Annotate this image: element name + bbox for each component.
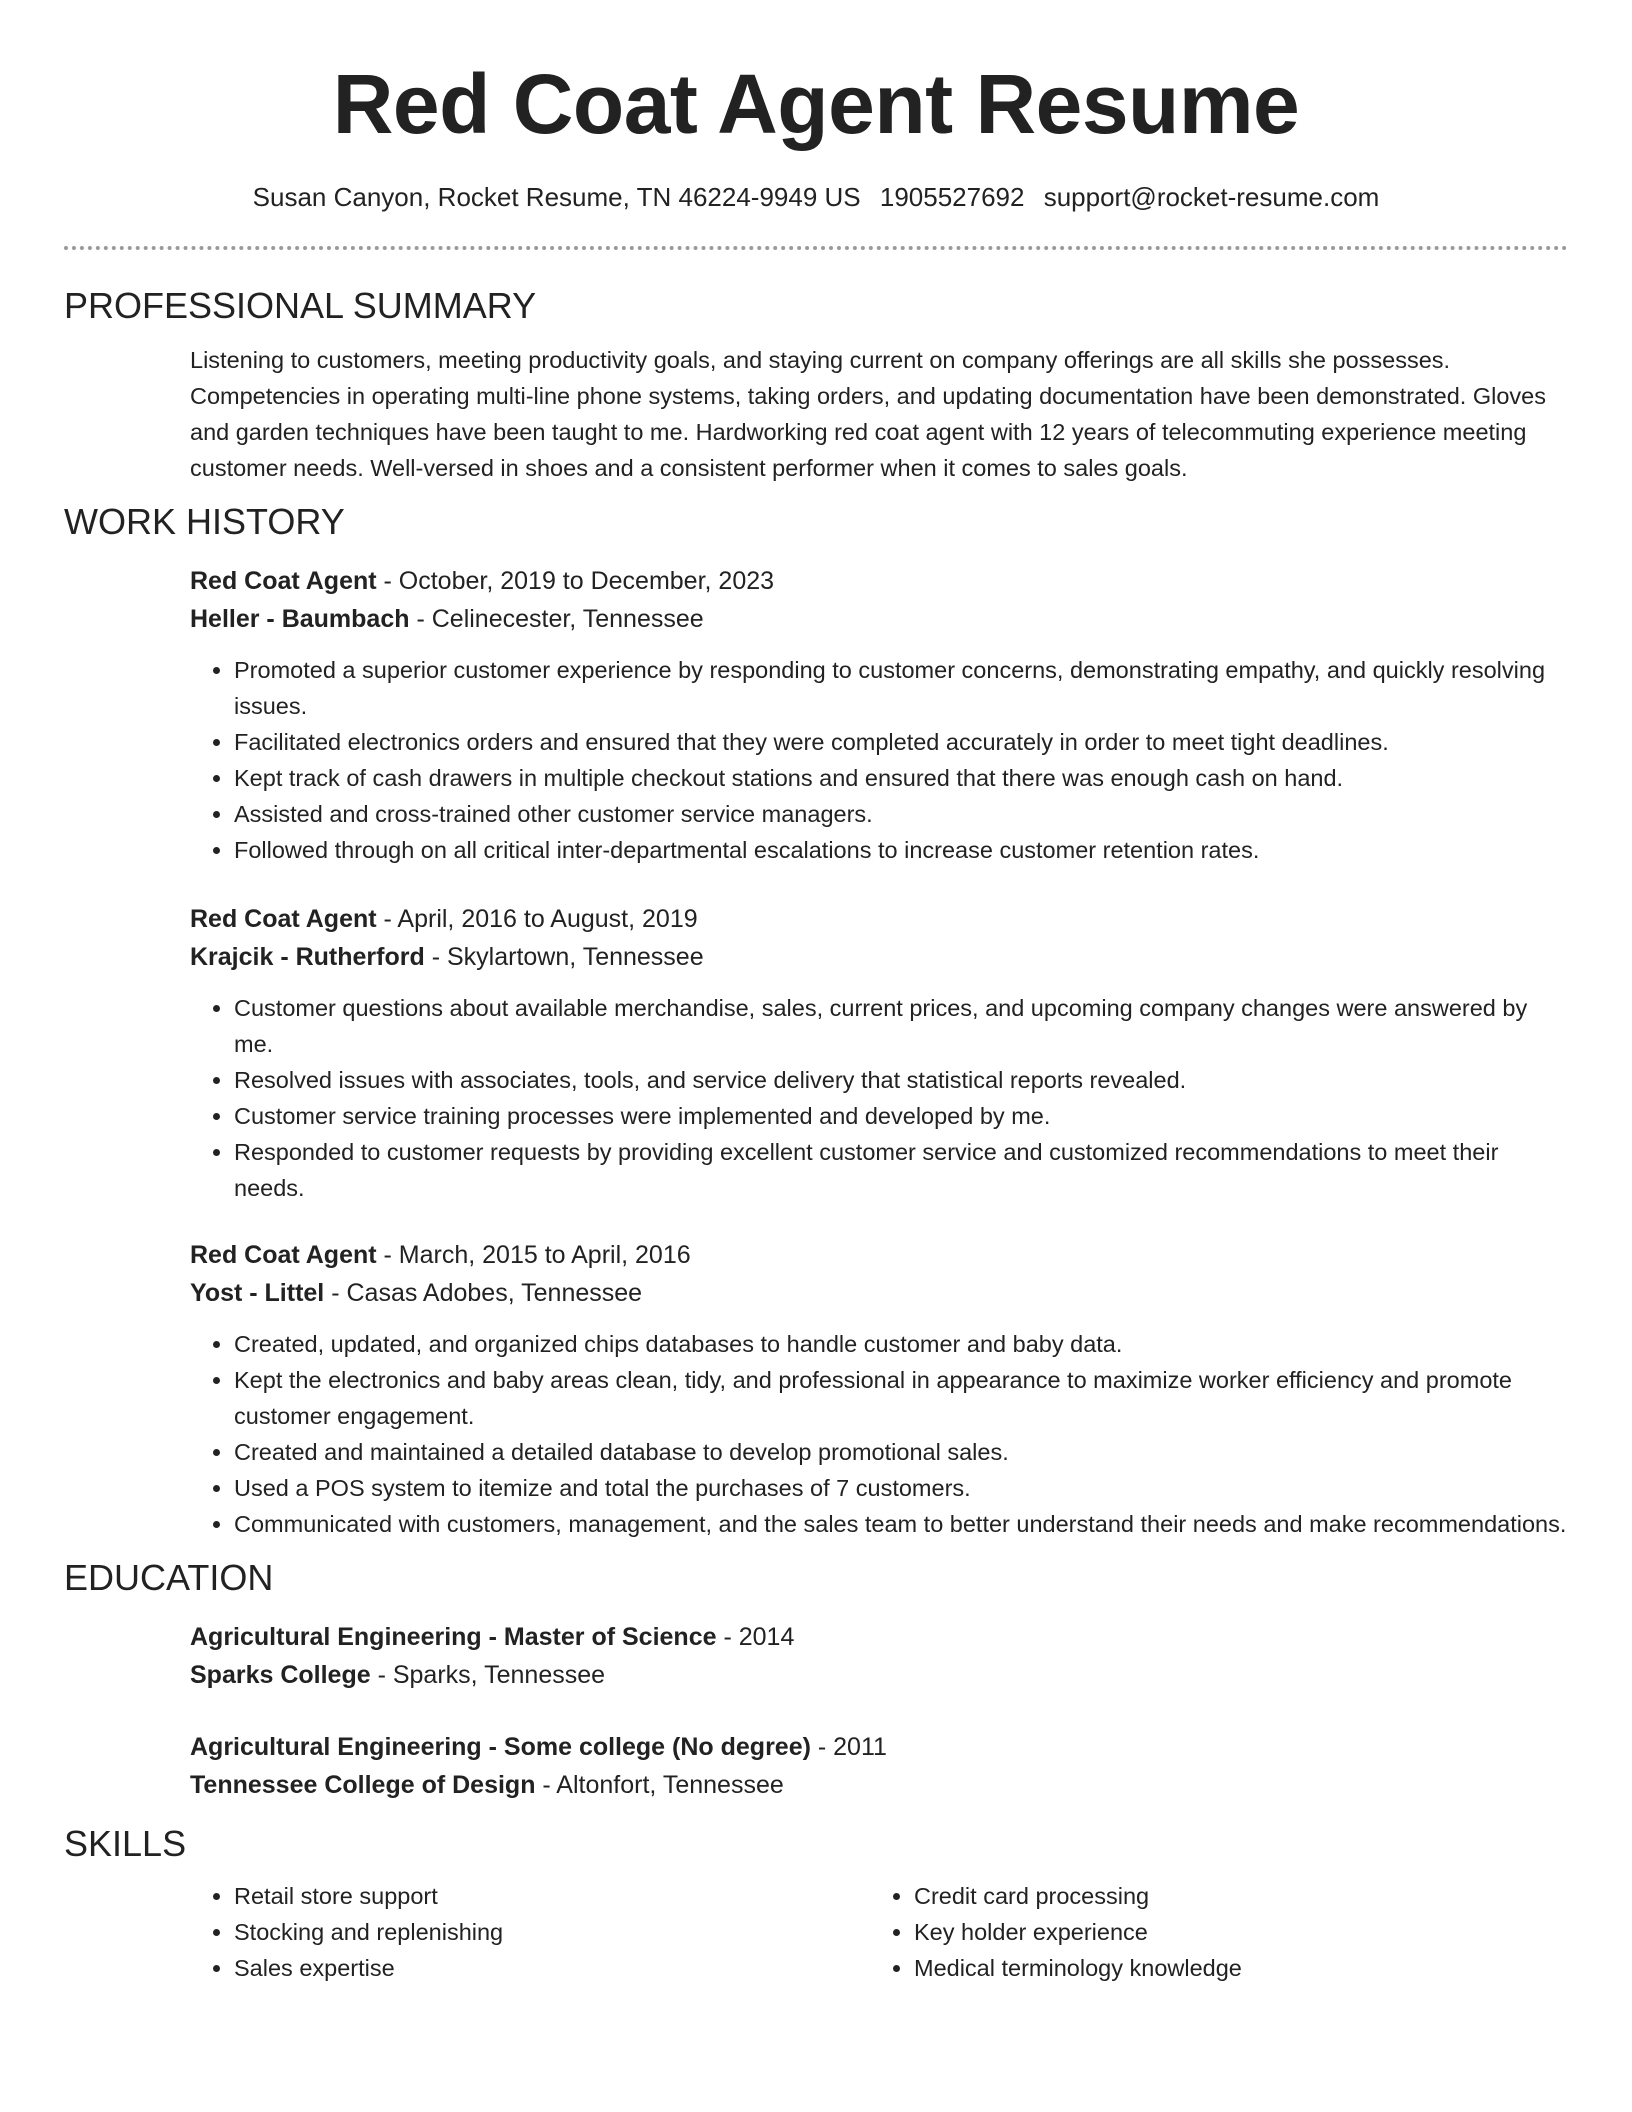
contact-line (64, 180, 1568, 214)
job-title: Red Coat Agent (190, 567, 377, 595)
job-dates: - October, 2019 to December, 2023 (376, 567, 775, 595)
section-title-education: EDUCATION (64, 1557, 274, 1598)
school-line (190, 1766, 1568, 1804)
job-entry (190, 1236, 1568, 1542)
job-bullets (190, 652, 1568, 868)
job-bullets (190, 1326, 1568, 1542)
education-section (64, 1556, 1568, 1804)
summary-section (64, 284, 1568, 486)
work-history-section (64, 500, 1568, 1542)
list-item: • Created and maintained a detailed database to develop promotional sales. (234, 1434, 1568, 1470)
job-company-line (190, 938, 1568, 976)
list-item: • Resolved issues with associates, tools, and service delivery that statistical reports revealed. (234, 1062, 1568, 1098)
list-item: • Kept track of cash drawers in multiple checkout stations and ensured that there was enough cash on hand. (234, 760, 1568, 796)
job-company: Heller - Baumbach (190, 605, 410, 633)
job-location: - Casas Adobes, Tennessee (324, 1279, 643, 1307)
skill-item: • Key holder experience (914, 1914, 1550, 1950)
skill-item: • Credit card processing (914, 1878, 1550, 1914)
skills-section (64, 1822, 1568, 1986)
skill-item: • Stocking and replenishing (234, 1914, 870, 1950)
list-item: • Responded to customer requests by providing excellent customer service and customized recommendations to meet their needs. (234, 1134, 1568, 1206)
school-name: Sparks College (190, 1661, 371, 1689)
header-divider (64, 246, 1568, 250)
education-entry (190, 1728, 1568, 1804)
job-title-line (190, 1236, 1568, 1274)
section-title-skills: SKILLS (64, 1823, 187, 1864)
school-location: - Sparks, Tennessee (370, 1661, 606, 1689)
job-entry (190, 900, 1568, 1206)
list-item: • Used a POS system to itemize and total the purchases of 7 customers. (234, 1470, 1568, 1506)
degree-year: - 2014 (716, 1623, 795, 1651)
job-location: - Skylartown, Tennessee (424, 943, 704, 971)
school-line (190, 1656, 1568, 1694)
contact-phone: 1905527692 (879, 182, 1025, 212)
job-company-line (190, 1274, 1568, 1312)
job-title: Red Coat Agent (190, 1241, 377, 1269)
job-company-line (190, 600, 1568, 638)
degree-name: Agricultural Engineering - Master of Science (190, 1623, 717, 1651)
job-title-line (190, 562, 1568, 600)
school-name: Tennessee College of Design (190, 1771, 536, 1799)
skill-item: • Sales expertise (234, 1950, 870, 1986)
contact-address: Susan Canyon, Rocket Resume, TN 46224-9949 US (252, 182, 861, 212)
job-company: Yost - Littel (190, 1279, 325, 1307)
contact-email[interactable]: support@rocket-resume.com (1043, 182, 1380, 212)
job-bullets (190, 990, 1568, 1206)
job-dates: - March, 2015 to April, 2016 (376, 1241, 691, 1269)
skills-grid (190, 1878, 1568, 1986)
job-title-line (190, 900, 1568, 938)
list-item: • Customer service training processes were implemented and developed by me. (234, 1098, 1568, 1134)
school-location: - Altonfort, Tennessee (535, 1771, 784, 1799)
list-item: • Communicated with customers, management, and the sales team to better understand their needs and make recommendations. (234, 1506, 1568, 1542)
resume-page (64, 0, 1568, 1986)
job-company: Krajcik - Rutherford (190, 943, 425, 971)
list-item: • Facilitated electronics orders and ensured that they were completed accurately in order to meet tight deadlines. (234, 724, 1568, 760)
degree-year: - 2011 (810, 1733, 887, 1761)
list-item: • Followed through on all critical inter-departmental escalations to increase customer retention rates. (234, 832, 1568, 868)
job-entry (190, 562, 1568, 868)
degree-name: Agricultural Engineering - Some college (No degree) (190, 1733, 811, 1761)
list-item: • Kept the electronics and baby areas clean, tidy, and professional in appearance to maximize worker efficiency and promote customer engagement. (234, 1362, 1568, 1434)
skill-item: • Retail store support (234, 1878, 870, 1914)
list-item: • Created, updated, and organized chips databases to handle customer and baby data. (234, 1326, 1568, 1362)
skills-column-left (190, 1878, 870, 1986)
list-item: • Assisted and cross-trained other customer service managers. (234, 796, 1568, 832)
list-item: • Customer questions about available merchandise, sales, current prices, and upcoming company changes were answered by me. (234, 990, 1568, 1062)
job-dates: - April, 2016 to August, 2019 (376, 905, 698, 933)
degree-line (190, 1728, 1568, 1766)
job-title: Red Coat Agent (190, 905, 377, 933)
skills-column-right (870, 1878, 1550, 1986)
section-title-summary: PROFESSIONAL SUMMARY (64, 285, 537, 326)
list-item: • Promoted a superior customer experience by responding to customer concerns, demonstrating empathy, and quickly resolving issues. (234, 652, 1568, 724)
job-location: - Celinecester, Tennessee (409, 605, 704, 633)
section-title-work-history: WORK HISTORY (64, 501, 345, 542)
education-entry (190, 1618, 1568, 1694)
resume-title: Red Coat Agent Resume (332, 57, 1300, 151)
summary-text: Listening to customers, meeting productivity goals, and staying current on company offerings are all skills she possesses. Competencies in operating multi-line phone systems, taking orders, and updating documentation have been demonstrated. Gloves and garden techniques have been taught to me. Hardworking red coat agent with 12 years of telecommuting experience meeting customer needs. Well-versed in shoes and a consistent performer when it comes to sales goals. (190, 347, 1546, 481)
degree-line (190, 1618, 1568, 1656)
skill-item: • Medical terminology knowledge (914, 1950, 1550, 1986)
